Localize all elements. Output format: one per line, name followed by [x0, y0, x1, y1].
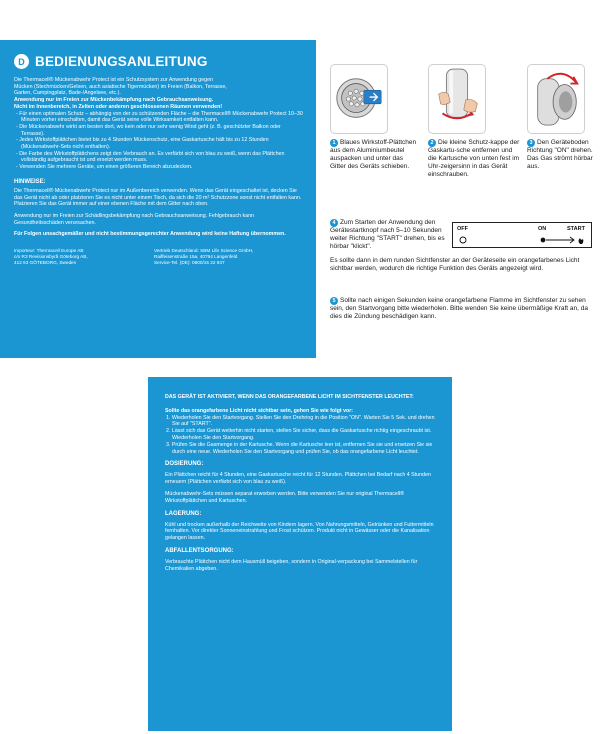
- troubleshoot-step: 1. Wiederholen Sie den Startvorgang. Stellen Sie den Drehring in die Position "ON". Warten Sie 5 Sek. und drehen Sie auf "START".: [166, 414, 435, 428]
- troubleshooting-panel: [148, 377, 452, 731]
- hinweise-paragraph: Anwendung nur im Freien zur Schädlingsbekämpfung nach Gebrauchsanweisung. Fehlgebrauch kann Gesundheitsschäden verursachen.: [14, 212, 254, 226]
- step-2-illustration: [428, 64, 486, 134]
- importer-info: [14, 248, 304, 266]
- step-1-illustration: [330, 64, 388, 134]
- switch-arrow-icon: [453, 233, 593, 247]
- abfall-heading: ABFALLENTSORGUNG:: [165, 547, 234, 554]
- cartridge-icon: [429, 65, 485, 133]
- hinweise-heading: HINWEISE:: [14, 178, 46, 185]
- activation-heading: DAS GERÄT IST AKTIVIERT, WENN DAS ORANGEFARBENE LICHT IM SICHTFENSTER LEUCHTET:: [165, 394, 414, 400]
- usage-bullet: - Die Mückenabwehr wirkt am besten dort, wo kein oder nur sehr wenig Wind geht (z. B. geschützter Balkon oder Terrasse).: [16, 123, 281, 137]
- step-number: 5: [330, 297, 338, 305]
- step-number: 3: [527, 139, 535, 147]
- usage-bullet: - Für einen optimalen Schutz – abhängig von der zu schützenden Fläche – die Thermacell® Mückenabwehr Protect 10–30 Minuten vorher einschalten, damit das Gerät seine volle Wirksamkeit entfalten kann.: [16, 110, 303, 124]
- step-1-text: 1 Blaues Wirkstoff-Plättchen aus dem Aluminiumbeutel auspacken und unter das Gitter des Geräts schieben.: [330, 139, 417, 170]
- step-4-text: Es sollte dann in dem runden Sichtfenster an der Geräteseite ein orangefarbenes Licht sichtbar werden, wodurch die richtige Funktion des Geräts angezeigt wird.: [330, 257, 580, 272]
- importer-address: Importeur: Thermacell Europe AB c/o R3 Revisionsbyrå Göteborg AB, 412 63 GÖTEBORG, Sweden: [14, 248, 88, 266]
- usage-bullet: - Die Farbe des Wirkstoffplättchens zeigt den Verbrauch an. Es verfärbt sich von blau zu weiß, wenn das Plättchen vollständig aufgebraucht ist und ersetzt werden muss.: [16, 150, 285, 164]
- step-number: 4: [330, 219, 338, 227]
- usage-bullet: - Jedes Wirkstoffplättchen bietet bis zu 4 Stunden Mückenschutz, eine Gaskartusche hält bis zu 12 Stunden (Mückenabwehr-Sets nicht enthalten).: [16, 137, 269, 151]
- switch-on-label: ON: [538, 226, 547, 232]
- page-title: BEDIENUNGSANLEITUNG: [35, 54, 208, 69]
- step-number: 1: [330, 139, 338, 147]
- panel-header: [14, 54, 304, 69]
- device-grid-icon: [331, 65, 387, 133]
- instructions-panel: [0, 40, 316, 358]
- switch-start-label: START: [567, 226, 585, 232]
- switch-off-label: OFF: [457, 226, 468, 232]
- troubleshoot-intro: Sollte das orangefarbene Licht nicht sichtbar sein, gehen Sie wie folgt vor:: [165, 407, 354, 414]
- warning-line: Nicht im Innenbereich, in Zelten oder anderen geschlossenen Räumen verwenden!: [14, 103, 223, 110]
- troubleshoot-step: 2. Lässt sich das Gerät weiterhin nicht starten, stellen Sie sicher, dass die Gaskartusche richtig eingeschraubt ist. Wiederholen Sie den Startvorgang.: [166, 428, 432, 441]
- rotate-base-icon: [528, 65, 584, 133]
- language-badge: D: [14, 54, 29, 69]
- step-2-text: 2 Die kleine Schutz-kappe der Gaskartu-sche entfernen und die Kartusche von unten fest im Uhr-zeigersinn in das Gerät einschrauben.: [428, 139, 520, 178]
- intro-line: Mücken (Stechmücken/Gelsen, auch asiatische Tigermücken) im Freien (Balkon, Terrasse,: [14, 83, 227, 90]
- intro-line: Die Thermacell® Mückenabwehr Protect ist ein Schutzsystem zur Anwendung gegen: [14, 77, 214, 83]
- usage-bullet: - Verwenden Sie mehrere Geräte, um einen größeren Bereich abzudecken.: [16, 164, 193, 171]
- abfall-paragraph: Verbrauchte Plättchen nicht dem Hausmüll beigeben, sondern in Original-verpackung bei Sammelstellen für Chemikalien abgeben.: [165, 558, 418, 572]
- distributor-address: Vertrieb Deutschland: SBM Life Science GmbH, Raiffeisenstraße 15a, 40764 Langenfeld Service-Tel. (DE): 0800/15 22 937: [154, 248, 254, 266]
- dosierung-paragraph: Mückenabwehr-Sets müssen separat erworben werden. Bitte verwenden Sie nur original Thermacell® Wirkstoffplättchen und Kartuschen.: [165, 490, 405, 504]
- step-5-text: 5 Sollte nach einigen Sekunden keine orangefarbene Flamme im Sichtfenster zu sehen sein, den Startvorgang bitte wiederholen. Bitte wenden Sie keine übermäßige Kraft an, da dies die Zündung beschädigen kann.: [330, 297, 588, 320]
- step-3-illustration: [527, 64, 585, 134]
- dosierung-heading: DOSIERUNG:: [165, 461, 204, 468]
- step-3-text: 3 Den Geräteboden Richtung "ON" drehen. Das Gas strömt hörbar aus.: [527, 139, 593, 170]
- step-4-lead: 4 Zum Starten der Anwendung den Gerätestartknopf nach 5–10 Sekunden weiter Richtung "START" drehen, bis es hörbar "klickt".: [330, 219, 445, 250]
- switch-diagram: [452, 222, 592, 248]
- troubleshoot-step: 3. Prüfen Sie die Gasmenge in der Kartusche. Wenn die Kartusche leer ist, entfernen Sie sie und ersetzen Sie sie durch eine neue. Wiederholen Sie den Startvorgang und prüfen Sie, ob das orangefarbene Licht leuchtet.: [166, 441, 433, 455]
- hinweise-paragraph: Die Thermacell® Mückenabwehr Protect nur im Außenbereich verwenden. Wenn das Gerät eingeschaltet ist, decken Sie das Gerät nicht ab oder platzieren Sie es nicht unter einem Tisch, da sich die 20 m² Schutzzone sonst nicht entfalten kann. Platzieren Sie das Gerät immer auf einer ebenen Fläche mit dem Gitter nach oben.: [14, 187, 302, 208]
- liability-note: Für Folgen unsachgemäßer und nicht bestimmungsgerechter Anwendung wird keine Haftung übernommen.: [14, 231, 286, 238]
- intro-line: Garten, Campingplatz, Bade-/Angelsee, etc.).: [14, 90, 121, 97]
- step-number: 2: [428, 139, 436, 147]
- warning-line: Anwendung nur im Freien zur Mückenbekämpfung nach Gebrauchsanweisung.: [14, 97, 214, 104]
- dosierung-paragraph: Ein Plättchen reicht für 4 Stunden, eine Gaskartusche reicht für 12 Stunden. Plättchen bei Bedarf nach 4 Stunden erneuern (Plättchen verfärbt sich von blau zu weiß).: [165, 472, 431, 486]
- lagerung-heading: LAGERUNG:: [165, 510, 202, 517]
- lagerung-paragraph: Kühl und trocken außerhalb der Reichweite von Kindern lagern. Von Nahrungsmitteln, Getränken und Futtermitteln fernhalten. Vor direkter Sonneneinstrahlung und Frost schützen. Produkt nicht in Gewässer oder die Kanalisation gelangen lassen.: [165, 521, 434, 542]
